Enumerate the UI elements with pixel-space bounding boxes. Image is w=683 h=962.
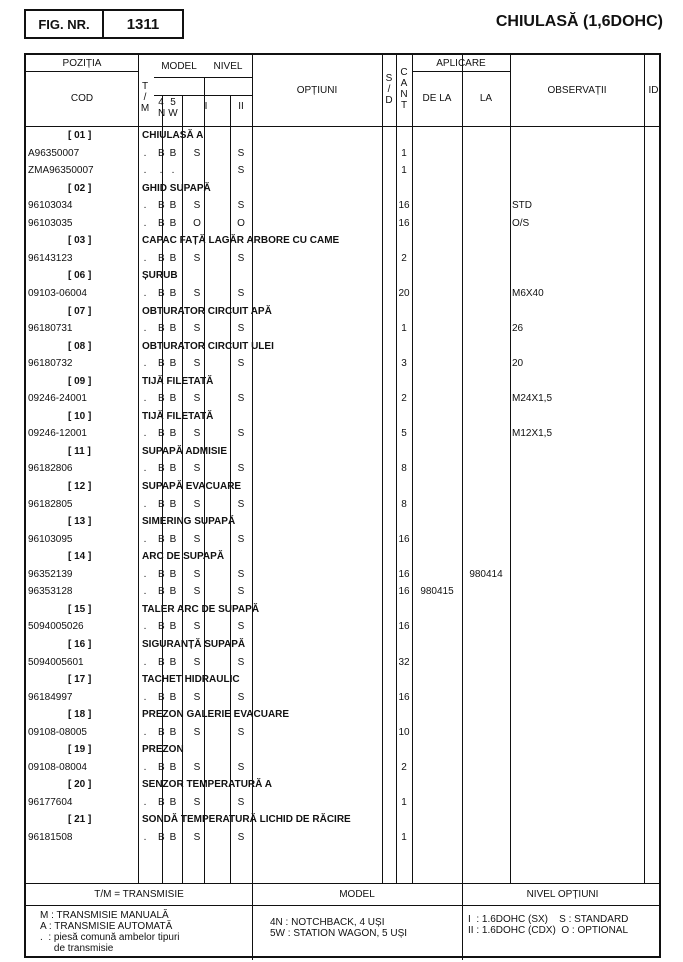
part-5w: B	[169, 393, 177, 405]
part-4n: B	[158, 287, 165, 299]
part-nivel-i: S	[193, 586, 201, 598]
part-observatii: M6X40	[512, 287, 544, 299]
group-header	[26, 182, 659, 196]
part-4n: B	[158, 428, 165, 440]
group-name: SUPAPĂ ADMISIE	[142, 445, 228, 457]
part-5w: B	[169, 287, 177, 299]
part-4n: B	[158, 796, 165, 808]
col-id: ID	[648, 85, 659, 96]
part-nivel-i: S	[193, 691, 201, 703]
part-nivel-i: S	[193, 200, 201, 212]
part-tm: .	[143, 691, 147, 703]
table-row	[26, 691, 659, 705]
group-name: SIGURANȚĂ SUPAPĂ	[142, 638, 246, 650]
part-code: 96180731	[28, 323, 73, 335]
part-nivel-i: S	[193, 358, 201, 370]
part-code: 96180732	[28, 358, 73, 370]
part-code: 96182805	[28, 498, 73, 510]
part-cant: 20	[398, 287, 410, 299]
part-nivel-ii: S	[237, 656, 245, 668]
part-cant: 16	[398, 217, 410, 229]
part-tm: .	[143, 761, 147, 773]
part-5w: B	[169, 568, 177, 580]
table-row	[26, 498, 659, 512]
part-4n: B	[158, 358, 165, 370]
part-4n: B	[158, 621, 165, 633]
page-title: CHIULASĂ (1,6DOHC)	[495, 13, 663, 30]
part-nivel-i: S	[193, 147, 201, 159]
group-name: SONDĂ TEMPERATURĂ LICHID DE RĂCIRE	[142, 814, 351, 826]
parts-table	[24, 53, 661, 958]
part-nivel-ii: S	[237, 761, 245, 773]
group-name: TALER ARC DE SUPAPĂ	[142, 603, 260, 615]
part-4n: B	[158, 217, 165, 229]
part-nivel-ii: S	[237, 498, 245, 510]
fig-label-box	[24, 9, 104, 39]
part-tm: .	[143, 358, 147, 370]
part-observatii: M24X1,5	[512, 393, 553, 405]
col-observatii: OBSERVAȚII	[547, 85, 607, 96]
part-5w: B	[169, 796, 177, 808]
group-header	[26, 813, 659, 827]
part-4n: B	[158, 498, 165, 510]
col-optiuni: OPȚIUNI	[296, 85, 338, 96]
part-cant: 8	[401, 498, 407, 510]
part-nivel-ii: O	[237, 217, 245, 229]
part-nivel-ii: S	[237, 691, 245, 703]
part-cant: 10	[398, 726, 410, 738]
group-header	[26, 375, 659, 389]
part-code: 96184997	[28, 691, 73, 703]
part-5w: B	[169, 252, 177, 264]
part-5w: B	[169, 358, 177, 370]
part-code: 96182806	[28, 463, 73, 475]
hdr-line-pozitia	[26, 71, 138, 72]
part-observatii: 26	[512, 323, 524, 335]
part-code: 5094005026	[28, 621, 84, 633]
part-nivel-ii: S	[237, 586, 245, 598]
part-code: 96103095	[28, 533, 73, 545]
part-cant: 16	[398, 568, 410, 580]
part-nivel-ii: S	[237, 568, 245, 580]
table-row	[26, 831, 659, 845]
group-position: [ 13 ]	[68, 516, 92, 528]
part-code: 96177604	[28, 796, 73, 808]
part-nivel-i: O	[193, 217, 201, 229]
group-position: [ 12 ]	[68, 481, 92, 492]
group-position: [ 03 ]	[68, 235, 92, 247]
group-position: [ 02 ]	[68, 182, 92, 194]
group-header	[26, 778, 659, 792]
group-header	[26, 410, 659, 424]
group-position: [ 10 ]	[68, 410, 92, 422]
group-name: OBTURATOR CIRCUIT ULEI	[142, 340, 274, 352]
group-name: ȘURUB	[142, 270, 178, 282]
fig-number-box	[102, 9, 184, 39]
part-tm: .	[143, 796, 147, 808]
part-tm: .	[143, 217, 147, 229]
part-nivel-i: S	[193, 621, 201, 633]
group-position: [ 21 ]	[68, 814, 92, 826]
part-tm: .	[143, 428, 147, 440]
hdr-bottom-line	[26, 126, 659, 127]
group-header	[26, 603, 659, 617]
group-position: [ 16 ]	[68, 638, 92, 650]
group-name: SUPAPĂ EVACUARE	[142, 481, 242, 492]
fig-label: FIG. NR.	[38, 16, 90, 32]
group-position: [ 17 ]	[68, 674, 92, 686]
part-observatii: 20	[512, 358, 524, 370]
group-header	[26, 480, 659, 494]
group-name: CHIULASĂ A	[142, 130, 204, 141]
part-4n: B	[158, 586, 165, 598]
part-cant: 3	[401, 358, 407, 370]
part-code: 09108-08005	[28, 726, 87, 738]
part-code: 96103035	[28, 217, 73, 229]
group-header	[26, 445, 659, 459]
part-nivel-ii: S	[237, 252, 245, 264]
part-5w: B	[169, 656, 177, 668]
col-de-la: DE LA	[422, 93, 452, 104]
part-cant: 16	[398, 533, 410, 545]
part-5w: B	[169, 586, 177, 598]
group-position: [ 09 ]	[68, 375, 92, 387]
group-position: [ 20 ]	[68, 779, 92, 791]
part-tm: .	[143, 498, 147, 510]
part-code: 09246-12001	[28, 428, 87, 440]
part-cant: 16	[398, 586, 410, 598]
footer-tm-title: T/M = TRANSMISIE	[94, 889, 184, 900]
part-nivel-ii: S	[237, 358, 245, 370]
part-5w: B	[169, 691, 177, 703]
part-4n: B	[158, 568, 165, 580]
part-5w: B	[169, 463, 177, 475]
part-nivel-i: S	[193, 656, 201, 668]
part-4n: B	[158, 832, 165, 843]
group-header	[26, 550, 659, 564]
col-nivel-ii: II	[238, 101, 244, 112]
part-4n: B	[158, 533, 165, 545]
part-tm: .	[143, 200, 147, 212]
part-code: 96103034	[28, 200, 73, 212]
part-4n: B	[158, 393, 165, 405]
table-row	[26, 462, 659, 476]
group-header	[26, 234, 659, 248]
group-name: TACHET HIDRAULIC	[142, 674, 240, 686]
part-nivel-ii: S	[237, 463, 245, 475]
part-tm: .	[143, 323, 147, 335]
part-tm: .	[143, 586, 147, 598]
part-cant: 2	[401, 393, 407, 405]
part-nivel-i: S	[193, 428, 201, 440]
group-position: [ 18 ]	[68, 709, 92, 721]
group-header	[26, 129, 659, 143]
group-position: [ 06 ]	[68, 270, 92, 282]
part-tm: .	[143, 463, 147, 475]
table-row	[26, 656, 659, 670]
group-header	[26, 340, 659, 354]
part-4n: B	[158, 726, 165, 738]
col-model: MODEL	[161, 61, 197, 72]
col-5w: 5 W	[168, 97, 178, 119]
part-nivel-ii: S	[237, 796, 245, 808]
col-pozitia: POZIȚIA	[62, 58, 102, 69]
part-5w: B	[169, 200, 177, 212]
part-cant: 16	[398, 691, 410, 703]
part-nivel-i: S	[193, 287, 201, 299]
part-4n: .	[159, 165, 163, 177]
col-tm: T / M	[140, 81, 150, 114]
part-code: A96350007	[28, 147, 80, 159]
group-header	[26, 515, 659, 529]
part-tm: .	[143, 147, 147, 159]
part-5w: B	[169, 428, 177, 440]
group-name: ARC DE SUPAPĂ	[142, 551, 225, 563]
part-nivel-i: S	[193, 533, 201, 545]
part-5w: B	[169, 761, 177, 773]
part-cant: 2	[401, 252, 407, 264]
hdr-line-model-sub	[154, 95, 252, 96]
footer-header-line	[26, 905, 659, 906]
table-row	[26, 427, 659, 441]
part-tm: .	[143, 287, 147, 299]
part-5w: B	[169, 621, 177, 633]
part-cant: 32	[398, 656, 410, 668]
part-nivel-ii: S	[237, 147, 245, 159]
group-name: TIJĂ FILETATĂ	[142, 410, 214, 422]
part-4n: B	[158, 252, 165, 264]
col-4n: 4 N	[158, 97, 166, 119]
part-5w: B	[169, 726, 177, 738]
part-nivel-ii: S	[237, 428, 245, 440]
part-5w: .	[171, 165, 175, 177]
part-cant: 16	[398, 200, 410, 212]
group-header	[26, 708, 659, 722]
part-5w: B	[169, 147, 177, 159]
part-5w: B	[169, 217, 177, 229]
hdr-line-model	[154, 77, 252, 78]
footer-model-title: MODEL	[339, 889, 375, 900]
part-code: 09108-08004	[28, 761, 87, 773]
part-tm: .	[143, 726, 147, 738]
group-position: [ 19 ]	[68, 744, 92, 756]
footer-tm-text: M : TRANSMISIE MANUALĂ A : TRANSMISIE AUTOMATĂ . : piesă comună ambelor tipuri de transmisie	[40, 910, 180, 954]
part-code: 09246-24001	[28, 393, 87, 405]
part-tm: .	[143, 568, 147, 580]
table-row	[26, 796, 659, 810]
part-code: 96352139	[28, 568, 73, 580]
part-de-la: 980415	[420, 586, 454, 598]
part-nivel-ii: S	[237, 323, 245, 335]
part-4n: B	[158, 200, 165, 212]
group-position: [ 08 ]	[68, 340, 92, 352]
part-code: 96143123	[28, 252, 73, 264]
part-nivel-i: S	[193, 323, 201, 335]
part-5w: B	[169, 323, 177, 335]
part-code: 96181508	[28, 832, 73, 843]
part-tm: .	[143, 252, 147, 264]
part-code: 09103-06004	[28, 287, 87, 299]
part-nivel-ii: S	[237, 621, 245, 633]
part-tm: .	[143, 832, 147, 843]
part-nivel-i: S	[193, 832, 201, 843]
part-cant: 2	[401, 761, 407, 773]
group-position: [ 15 ]	[68, 603, 92, 615]
table-row	[26, 199, 659, 213]
col-cod: COD	[70, 93, 94, 104]
table-row	[26, 620, 659, 634]
group-name: OBTURATOR CIRCUIT APĂ	[142, 305, 272, 317]
part-4n: B	[158, 323, 165, 335]
group-position: [ 14 ]	[68, 551, 92, 563]
group-header	[26, 743, 659, 757]
part-nivel-ii: S	[237, 533, 245, 545]
part-5w: B	[169, 498, 177, 510]
col-sd: S / D	[385, 73, 393, 106]
part-nivel-ii: S	[237, 726, 245, 738]
group-position: [ 07 ]	[68, 305, 92, 317]
part-cant: 5	[401, 428, 407, 440]
part-nivel-ii: S	[237, 200, 245, 212]
part-cant: 1	[401, 796, 407, 808]
table-row	[26, 147, 659, 161]
footer-nivel-text: I : 1.6DOHC (SX) S : STANDARD II : 1.6DOHC (CDX) O : OPTIONAL	[468, 914, 629, 936]
group-header	[26, 673, 659, 687]
part-4n: B	[158, 656, 165, 668]
part-4n: B	[158, 761, 165, 773]
part-code: ZMA96350007	[28, 165, 94, 177]
table-row	[26, 568, 659, 582]
col-nivel: NIVEL	[213, 61, 243, 72]
part-tm: .	[143, 621, 147, 633]
part-cant: 1	[401, 832, 407, 843]
group-header	[26, 305, 659, 319]
part-cant: 8	[401, 463, 407, 475]
table-row	[26, 164, 659, 178]
part-nivel-i: S	[193, 463, 201, 475]
footer-model-text: 4N : NOTCHBACK, 4 UȘI 5W : STATION WAGON, 5 UȘI	[270, 917, 408, 939]
group-name: SENZOR TEMPERATURĂ A	[142, 779, 272, 791]
table-row	[26, 761, 659, 775]
col-aplicare: APLICARE	[436, 58, 486, 69]
part-observatii: STD	[512, 200, 532, 212]
part-5w: B	[169, 832, 177, 843]
part-nivel-i: S	[193, 568, 201, 580]
group-position: [ 01 ]	[68, 130, 92, 141]
part-observatii: M12X1,5	[512, 428, 553, 440]
group-name: SIMERING SUPAPĂ	[142, 516, 236, 528]
part-nivel-i: S	[193, 796, 201, 808]
part-5w: B	[169, 533, 177, 545]
part-la: 980414	[469, 568, 503, 580]
footer-nivel-title: NIVEL OPȚIUNI	[526, 889, 599, 900]
hdr-line-aplicare	[412, 71, 510, 72]
fig-number: 1311	[126, 15, 160, 33]
group-name: PREZON GALERIE EVACUARE	[142, 709, 290, 721]
table-row	[26, 287, 659, 301]
table-row	[26, 217, 659, 231]
part-nivel-ii: S	[237, 287, 245, 299]
part-nivel-i: S	[193, 726, 201, 738]
part-code: 96353128	[28, 586, 73, 598]
part-nivel-i: S	[193, 761, 201, 773]
part-nivel-i: S	[193, 393, 201, 405]
part-nivel-i: S	[193, 252, 201, 264]
part-cant: 1	[401, 147, 407, 159]
part-cant: 16	[398, 621, 410, 633]
part-nivel-ii: S	[237, 393, 245, 405]
group-position: [ 11 ]	[68, 445, 91, 457]
part-tm: .	[143, 165, 147, 177]
part-4n: B	[158, 463, 165, 475]
group-header	[26, 638, 659, 652]
part-cant: 1	[401, 323, 407, 335]
part-4n: B	[158, 691, 165, 703]
col-nivel-i: I	[204, 101, 208, 112]
part-cant: 1	[401, 165, 407, 177]
table-row	[26, 585, 659, 599]
group-name: TIJĂ FILETATĂ	[142, 375, 214, 387]
part-nivel-i: S	[193, 498, 201, 510]
table-row	[26, 726, 659, 740]
table-row	[26, 533, 659, 547]
part-nivel-ii: S	[237, 165, 245, 177]
part-tm: .	[143, 393, 147, 405]
table-row	[26, 322, 659, 336]
body-bottom-line	[26, 883, 659, 884]
table-row	[26, 392, 659, 406]
part-nivel-ii: S	[237, 832, 245, 843]
part-tm: .	[143, 656, 147, 668]
table-row	[26, 357, 659, 371]
part-tm: .	[143, 533, 147, 545]
group-name: CAPAC FAȚĂ LAGĂR ARBORE CU CAME	[142, 235, 340, 247]
part-4n: B	[158, 147, 165, 159]
part-observatii: O/S	[512, 217, 530, 229]
table-row	[26, 252, 659, 266]
col-la: LA	[479, 93, 493, 104]
group-name: GHID SUPAPĂ	[142, 182, 211, 194]
part-code: 5094005601	[28, 656, 84, 668]
col-cant: C A N T	[400, 67, 408, 111]
group-header	[26, 269, 659, 283]
group-name: PREZON	[142, 744, 184, 756]
